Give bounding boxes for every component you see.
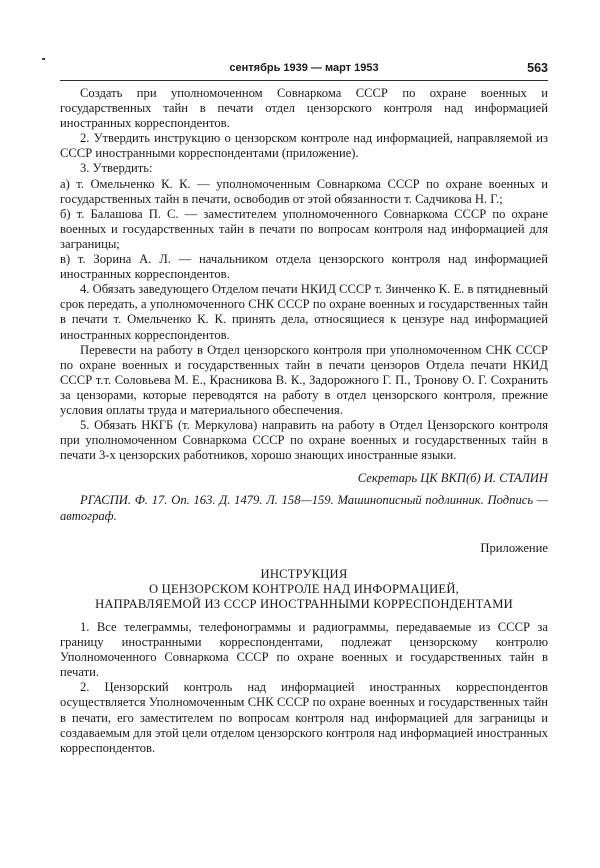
page-body	[60, 86, 548, 756]
decree-paragraph-3: 3. Утвердить:	[80, 161, 153, 176]
decree-paragraph-5: 5. Обязать НКГБ (т. Меркулова) направить на работу в Отдел Цензорского контроля при уполномоченном Совнаркома СССР по охране военных и государственных тайн в печати 3-х цензорских работников, хорошо знающих иностранные языки.	[60, 418, 548, 463]
instruction-paragraph-1: 1. Все телеграммы, телефонограммы и радиограммы, передаваемые из СССР за границу иностранными корреспондентами, подлежат цензорскому контролю Уполномоченного Совнаркома СССР по охране военных и государственных тайн в печати.	[60, 620, 548, 680]
decree-paragraph-transfer: Перевести на работу в Отдел цензорского контроля при уполномоченном СНК СССР по охране военных и государственных тайн в печати цензоров Отдела печати НКИД СССР т.т. Соловьева М. Е., Красникова В. К., Задорожного Г. П., Тронову О. Г. Сохранить за цензорами, которые переводятся на работу в отдел цензорского контроля, прежние условия оплаты труда и материального обеспечения.	[60, 342, 548, 417]
instruction-title-line-1: ИНСТРУКЦИЯ	[260, 566, 348, 581]
decree-item-a: а) т. Омельченко К. К. — уполномоченным Совнаркома СССР по охране военных и государственных тайн в печати, освободив от этой обязанности т. Садчикова Н. Г.;	[60, 176, 548, 206]
instruction-title	[60, 567, 548, 612]
decree-paragraph-4: 4. Обязать заведующего Отделом печати НКИД СССР т. Зинченко К. Е. в пятидневный срок передать, а уполномоченного СНК СССР по охране военных и государственных тайн в печати т. Омельченко К. К. принять дела, относящиеся к цензуре над информацией иностранных корреспондентов.	[60, 282, 548, 342]
instruction-title-line-2: О ЦЕНЗОРСКОМ КОНТРОЛЕ НАД ИНФОРМАЦИЕЙ,	[149, 581, 459, 596]
decree-item-b: б) т. Балашова П. С. — заместителем уполномоченного Совнаркома СССР по охране военных и государственных тайн в печати по вопросам контроля над информацией для заграницы;	[60, 206, 548, 251]
scan-speck	[42, 58, 45, 60]
archival-source-note: РГАСПИ. Ф. 17. Оп. 163. Д. 1479. Л. 158—159. Машинописный подлинник. Подпись — автограф.	[60, 493, 548, 523]
appendix-label: Приложение	[480, 540, 548, 555]
signature: Секретарь ЦК ВКП(б) И. СТАЛИН	[357, 471, 548, 486]
running-head	[60, 62, 548, 80]
instruction-title-line-3: НАПРАВЛЯЕМОЙ ИЗ СССР ИНОСТРАННЫМИ КОРРЕСПОНДЕНТАМИ	[95, 596, 513, 611]
header-rule	[60, 80, 548, 81]
running-title: сентябрь 1939 — март 1953	[229, 62, 379, 74]
decree-paragraph-1: Создать при уполномоченном Совнаркома СССР по охране военных и государственных тайн в печати отдел цензорского контроля над информацией иностранных корреспондентов.	[60, 86, 548, 131]
instruction-paragraph-2: 2. Цензорский контроль над информацией иностранных корреспондентов осуществляется Уполномоченным СНК СССР по охране военных и государственных тайн в печати, его заместителем по вопросам контроля над информацией для заграницы и создаваемым для этой цели отделом цензорского контроля над информацией иностранных корреспондентов.	[60, 680, 548, 755]
page-number: 563	[527, 61, 548, 75]
decree-item-v: в) т. Зорина А. Л. — начальником отдела цензорского контроля над информацией иностранных корреспондентов.	[60, 252, 548, 282]
decree-paragraph-2: 2. Утвердить инструкцию о цензорском контроле над информацией, направляемой из СССР иностранными корреспондентами (приложение).	[60, 131, 548, 161]
